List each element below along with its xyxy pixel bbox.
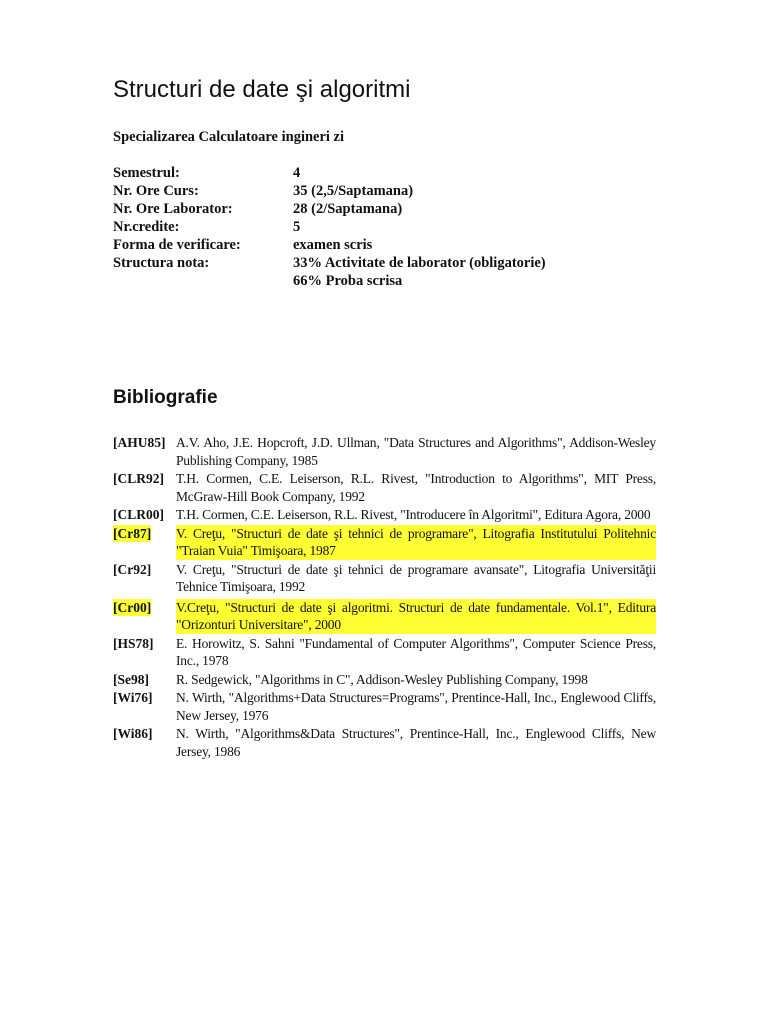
- bibliography-entry: [113, 525, 656, 560]
- citation-text: E. Horowitz, S. Sahni "Fundamental of Computer Algorithms", Computer Science Press, Inc., 1978: [176, 635, 656, 668]
- citation-key: [Wi76]: [113, 690, 153, 705]
- bibliography-entry: [113, 635, 656, 670]
- document-title: Structuri de date şi algoritmi: [113, 76, 411, 103]
- citation-text: V.Creţu, "Structuri de date şi algoritmi. Structuri de date fundamentale. Vol.1", Editura "Orizonturi Universitare", 2000: [176, 599, 656, 632]
- bibliography-entry: [113, 725, 656, 760]
- info-value: 35 (2,5/Saptamana): [293, 183, 414, 199]
- citation-key: [HS78]: [113, 635, 154, 651]
- info-label: Structura nota:: [113, 255, 210, 271]
- citation-key: [Se98]: [113, 671, 149, 687]
- info-label: Semestrul:: [113, 165, 180, 181]
- citation-key: [CLR92]: [113, 471, 164, 486]
- info-value: 5: [293, 219, 301, 235]
- info-value: 33% Activitate de laborator (obligatorie): [293, 255, 546, 271]
- citation-text: V. Creţu, "Structuri de date şi tehnici de programare", Litografia Institutului Politehnic "Traian Vuia" Timişoara, 1987: [176, 525, 656, 558]
- info-label: Nr.credite:: [113, 219, 180, 235]
- citation-key: [CLR00]: [113, 507, 164, 522]
- bibliography-entry: [113, 689, 656, 724]
- citation-key: [AHU85]: [113, 435, 166, 450]
- bibliography-entry: [113, 434, 656, 469]
- info-value: examen scris: [293, 237, 373, 253]
- info-value: 28 (2/Saptamana): [293, 201, 403, 217]
- info-label: Forma de verificare:: [113, 237, 241, 253]
- citation-text: A.V. Aho, J.E. Hopcroft, J.D. Ullman, "Data Structures and Algorithms", Addison-Wesley Publishing Company, 1985: [176, 435, 656, 468]
- citation-key: [Cr00]: [113, 599, 152, 615]
- citation-key: [Wi86]: [113, 726, 153, 741]
- citation-text: R. Sedgewick, "Algorithms in C", Addison-Wesley Publishing Company, 1998: [176, 671, 588, 687]
- citation-key: [Cr92]: [113, 561, 152, 577]
- bibliography-heading: Bibliografie: [113, 387, 218, 408]
- bibliography-entry: [113, 561, 656, 596]
- citation-text: V. Creţu, "Structuri de date şi tehnici de programare avansate", Litografia Universităţii Tehnice Timişoara, 1992: [176, 561, 656, 594]
- citation-text: N. Wirth, "Algorithms&Data Structures", Prentince-Hall, Inc., Englewood Cliffs, New Jersey, 1986: [176, 726, 656, 759]
- bibliography-list: [113, 433, 656, 760]
- bibliography-entry: [113, 599, 656, 634]
- bibliography-entry: [113, 671, 656, 689]
- specialization-line: Specializarea Calculatoare ingineri zi: [113, 129, 345, 145]
- info-value: 4: [293, 165, 301, 181]
- citation-text: N. Wirth, "Algorithms+Data Structures=Programs", Prentince-Hall, Inc., Englewood Cliffs, New Jersey, 1976: [176, 690, 656, 723]
- info-label: Nr. Ore Curs:: [113, 183, 199, 199]
- citation-text: T.H. Cormen, C.E. Leiserson, R.L. Rivest, "Introducere în Algoritmi", Editura Agora, 2000: [176, 507, 651, 522]
- citation-text: T.H. Cormen, C.E. Leiserson, R.L. Rivest, "Introduction to Algorithms", MIT Press, McGraw-Hill Book Company, 1992: [176, 471, 656, 504]
- bibliography-entry: [113, 470, 656, 505]
- info-value: 66% Proba scrisa: [293, 273, 403, 289]
- bibliography-entry: [113, 506, 656, 524]
- citation-key: [Cr87]: [113, 525, 152, 541]
- info-label: Nr. Ore Laborator:: [113, 201, 233, 217]
